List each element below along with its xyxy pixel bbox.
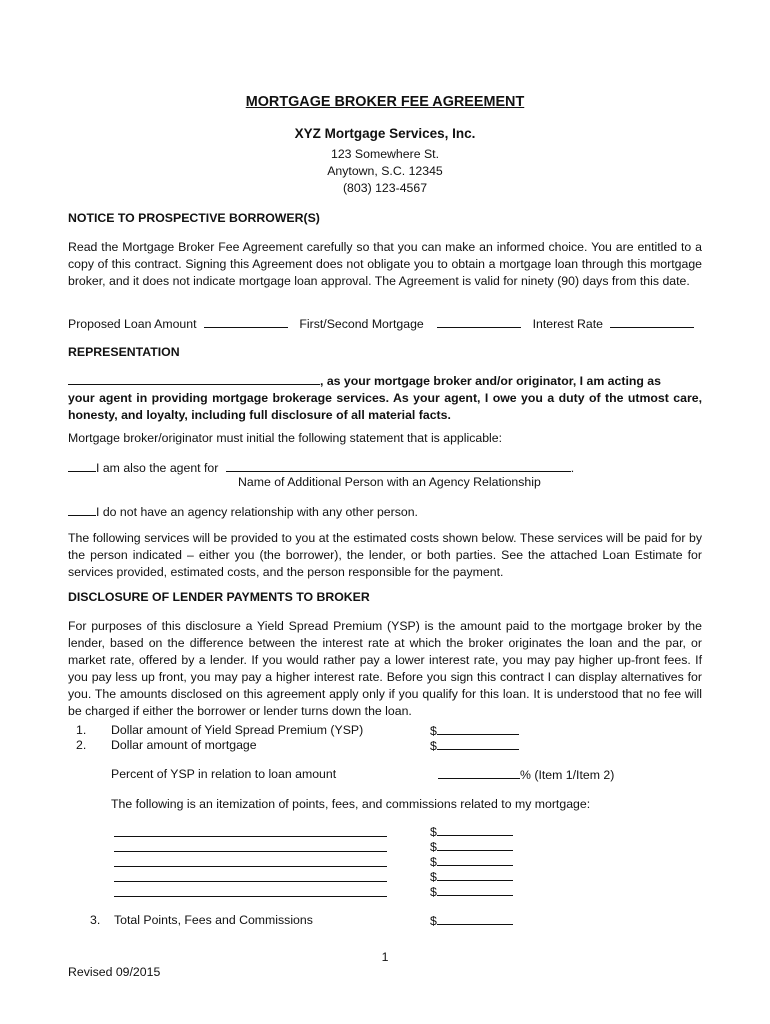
company-phone: (803) 123-4567 xyxy=(342,181,428,195)
notice-body: Read the Mortgage Broker Fee Agreement carefully so that you can make an informed choice. You are entitled to a copy of this contract. Signing this Agreement does not obligate you to obtain a mortgage loan through this mortgage broker, and it does not indicate mortgage loan approval. The Agreement is valid for ninety (90) days from this date. xyxy=(68,240,702,288)
itemization-amount-field[interactable] xyxy=(437,854,513,866)
item1-amount: $ xyxy=(430,723,519,738)
percent-row xyxy=(438,767,614,782)
itemization-amount-field[interactable] xyxy=(437,869,513,881)
item3-label: Total Points, Fees and Commissions xyxy=(114,913,313,927)
item1-label: Dollar amount of Yield Spread Premium (YSP) xyxy=(111,723,364,737)
itemization-amount-field[interactable] xyxy=(437,839,513,851)
notice-heading: NOTICE TO PROSPECTIVE BORROWER(S) xyxy=(68,211,320,225)
company-city: Anytown, S.C. 12345 xyxy=(327,164,443,178)
agent-for-label: I am also the agent for xyxy=(96,461,219,475)
itemization-amount: $ xyxy=(430,839,513,854)
percent-label: Percent of YSP in relation to loan amount xyxy=(111,767,337,781)
statement-rest: your agent in providing mortgage brokerage services. As your agent, I owe you a duty of the utmost care, honesty, and loyalty, including full disclosure of all material facts. xyxy=(68,391,702,422)
itemization-amount: $ xyxy=(430,884,513,899)
additional-person-field[interactable] xyxy=(226,460,571,472)
itemization-description-field[interactable] xyxy=(114,881,387,882)
loan-fields-row xyxy=(68,316,694,331)
percent-field[interactable] xyxy=(438,767,520,779)
itemization-amount-field[interactable] xyxy=(437,824,513,836)
document-page xyxy=(68,0,702,1024)
company-name: XYZ Mortgage Services, Inc. xyxy=(294,126,476,141)
itemization-description-field[interactable] xyxy=(114,851,387,852)
item2-label: Dollar amount of mortgage xyxy=(111,738,257,752)
itemization-description-field[interactable] xyxy=(114,896,387,897)
item3-number: 3. xyxy=(90,913,101,927)
agent-for-initial-field[interactable] xyxy=(68,460,96,472)
itemization-amount-field[interactable] xyxy=(437,884,513,896)
no-agency-initial-field[interactable] xyxy=(68,504,96,516)
mortgage-amount-field[interactable] xyxy=(437,738,519,750)
disclosure-heading: DISCLOSURE OF LENDER PAYMENTS TO BROKER xyxy=(68,590,370,604)
initial-instruction: Mortgage broker/originator must initial the following statement that is applicable: xyxy=(68,431,503,445)
item2-amount: $ xyxy=(430,738,519,753)
revised-date: Revised 09/2015 xyxy=(68,965,161,979)
loan-amount-label: Proposed Loan Amount xyxy=(68,317,197,331)
interest-rate-field[interactable] xyxy=(610,316,694,328)
page-number: 1 xyxy=(381,950,389,964)
representation-heading: REPRESENTATION xyxy=(68,345,180,359)
loan-amount-field[interactable] xyxy=(204,316,288,328)
itemization-text: The following is an itemization of points, fees, and commissions related to my mortgage: xyxy=(111,797,591,811)
item1-number: 1. xyxy=(76,723,87,737)
total-fees-field[interactable] xyxy=(437,913,513,925)
broker-name-field[interactable] xyxy=(68,373,320,385)
document-title: MORTGAGE BROKER FEE AGREEMENT xyxy=(245,94,525,110)
percent-suffix: % (Item 1/Item 2) xyxy=(520,768,615,782)
mortgage-type-label: First/Second Mortgage xyxy=(299,317,424,331)
agent-caption: Name of Additional Person with an Agency Relationship xyxy=(238,475,541,489)
company-street: 123 Somewhere St. xyxy=(330,147,439,161)
itemization-amount: $ xyxy=(430,824,513,839)
ysp-amount-field[interactable] xyxy=(437,723,519,735)
mortgage-type-field[interactable] xyxy=(437,316,521,328)
itemization-amount: $ xyxy=(430,869,513,884)
item3-amount: $ xyxy=(430,913,513,928)
no-agency-row xyxy=(68,504,418,519)
interest-rate-label: Interest Rate xyxy=(532,317,604,331)
item2-number: 2. xyxy=(76,738,87,752)
itemization-description-field[interactable] xyxy=(114,836,387,837)
statement-tail: , as your mortgage broker and/or originator, I am acting as xyxy=(320,374,661,388)
services-text: The following services will be provided to you at the estimated costs shown below. These services will be paid for by the person indicated – either you (the borrower), the lender, or both parties. See the attached Loan Estimate for services provided, estimated costs, and the person responsible for the payment. xyxy=(68,531,702,579)
itemization-description-field[interactable] xyxy=(114,866,387,867)
itemization-amount: $ xyxy=(430,854,513,869)
disclosure-body: For purposes of this disclosure a Yield Spread Premium (YSP) is the amount paid to the mortgage broker by the lender, based on the difference between the interest rate at which the broker originates the loan and the par, or market rate, offered by a lender. If you would rather pay a lower interest rate, you may pay higher up-front fees. If you pay less up front, you may pay a higher interest rate. Before you sign this contract I can display alternatives for you. The amounts disclosed on this agreement apply only if you qualify for this loan. It is understood that no fee will be charged if either the borrower or lender turns down the loan. xyxy=(68,619,702,718)
representation-statement xyxy=(68,373,702,424)
agent-for-row: I am also the agent for . xyxy=(68,460,574,475)
no-agency-label: I do not have an agency relationship with any other person. xyxy=(96,505,418,519)
